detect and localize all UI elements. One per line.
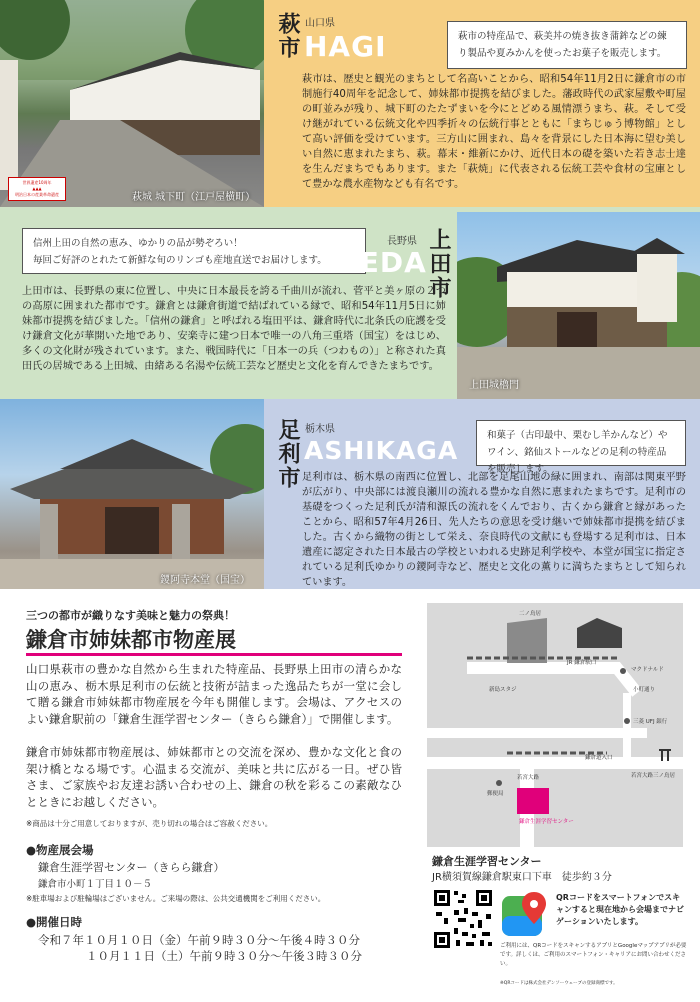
event-title: 鎌倉市姉妹都市物産展 — [26, 628, 236, 652]
ueda-photo — [457, 212, 700, 399]
ueda-prefecture: 長野県 — [387, 236, 417, 247]
map-label-starbucks: 新島スタジ — [489, 687, 517, 693]
hagi-townscape-image — [0, 0, 264, 207]
map-label-wakamiya: 若宮大路 — [517, 775, 540, 781]
ueda-photo-caption: 上田城櫓門 — [469, 380, 519, 391]
hagi-title: 萩市 — [275, 12, 301, 60]
venue-heading: ●物産展会場 — [26, 843, 94, 857]
ueda-roman-title: UEDA — [336, 246, 427, 279]
qr-instruction: QRコードをスマートフォンでスキャンすると現在地から会場までナビゲーションいたします。 — [556, 893, 684, 926]
map-label-yuubin: 郵便局 — [487, 791, 504, 797]
ashikaga-callout: 和菓子（古印最中、栗むし羊かんなど）やワイン、銘仙ストールなどの足利の特産品を販売します。 — [476, 420, 686, 466]
ueda-title: 上田市 — [426, 228, 452, 300]
hagi-photo-caption: 萩城 城下町（江戸屋横町） — [132, 192, 256, 203]
hagi-description: 萩市は、歴史と観光のまちとして名高いことから、昭和54年11月2日に鎌倉市の市制施行40周年を記念して、姉妹都市提携を結びました。藩政時代の武家屋敷や町屋の町並みが残り、城下町のたたずまいを今にとどめる風情漂うまち、萩。そして受け継がれている伝統文化や四季折々の伝統行事とともに「まちじゅう博物館」として高い評価を受けています。三方山に囲まれ、島々を背景にした日本海に望む美しい自然に恵まれたまち、萩。幕末・維新にかけ、近代日本の礎を築いた若き志士達を生んだまちでもあります。また「萩焼」に代表される伝統工芸や食材の宝庫として豊かな農水産物なども有名です。 — [302, 74, 686, 190]
date-line-2: １０月１１日（土）午前９時３０分～午後３時３０分 — [86, 949, 362, 963]
ueda-castle-image — [457, 212, 700, 399]
google-maps-icon[interactable] — [500, 888, 550, 938]
event-tagline: 三つの都市が織りなす美味と魅力の祭典！ — [26, 609, 235, 622]
date-heading: ●開催日時 — [26, 915, 83, 929]
ashikaga-title: 足利市 — [275, 418, 301, 490]
map-label-ufj: 三菱 UFJ 銀行 — [633, 719, 668, 725]
qr-trademark-note: ※QRコードは株式会社デンソーウェーブの登録商標です。 — [500, 981, 618, 986]
ashikaga-temple-image — [0, 399, 264, 589]
qr-code-graphic — [432, 888, 494, 950]
hagi-callout: 萩市の特産品で、萩美丼の焼き抜き蒲鉾などの練り製品や夏みかんを使ったお菓子を販売します。 — [447, 21, 687, 69]
map-venue-name: 鎌倉生涯学習センター — [432, 855, 542, 868]
event-intro-para1: 山口県萩市の豊かな自然から生まれた特産品、長野県上田市の清らかな山の恵み、栃木県足利市の伝統と技術が詰まった逸品たちが一堂に会して贈る鎌倉市姉妹都市物産展を今年も開催します。会場は、アクセスのよい鎌倉駅前の「鎌倉生涯学習センター（きらら鎌倉）」で開催します。 — [26, 662, 402, 726]
map-roads — [427, 603, 683, 847]
hagi-roman-title: HAGI — [304, 30, 387, 63]
venue-parking-note: ※駐車場および駐輪場はございません。ご来場の際は、公共交通機関をご利用ください。 — [26, 894, 326, 903]
hagi-photo — [0, 0, 264, 207]
map-label-kamakura-kaido: 鎌倉道入口 — [585, 755, 613, 761]
qr-note: ご利用には、QRコードをスキャンするアプリとGoogleマップアプリが必要です。詳しくは、ご利用のスマートフォン・キャリアにお問い合わせください。 — [500, 943, 687, 967]
ueda-callout: 信州上田の自然の恵み、ゆかりの品が勢ぞろい！ 毎回ご好評のとれたて新鮮な旬のリンゴも産地直送でお届けします。 — [22, 228, 366, 274]
event-title-underline — [26, 653, 402, 656]
map-label-komachi: 小町通り — [633, 687, 656, 693]
map-label-station: JR 鎌倉駅口 — [567, 660, 597, 666]
ueda-description: 上田市は、長野県の東に位置し、中央に日本最長を誇る千曲川が流れ、菅平と美ヶ原の２つの高原に囲まれた都市です。鎌倉とは鎌倉街道で結ばれている縁で、昭和54年11月5日に姉妹都市提携を結びました。「信州の鎌倉」と呼ばれる塩田平は、鎌倉時代に北条氏の庇護を受け鎌倉文化が華開いた地であり、安楽寺に建つ日本で唯一の八角三重塔（国宝）をはじめ、多くの文化財が残されています。また、戦国時代に「日本一の兵（つわもの）」と称された真田氏の居城である上田城、由緒ある名湯や伝統工芸など歴史と文化を育んできたまちです。 — [22, 286, 446, 372]
ashikaga-prefecture: 栃木県 — [305, 424, 335, 435]
qr-code[interactable] — [432, 888, 494, 950]
venue-name: 鎌倉生涯学習センター（きらら鎌倉） — [38, 861, 225, 874]
map-label-mcd: マクドナルド — [631, 667, 664, 673]
ashikaga-photo — [0, 399, 264, 589]
map-access: JR横須賀線鎌倉駅東口下車 徒歩約３分 — [432, 872, 612, 883]
ashikaga-photo-caption: 鑁阿寺本堂（国宝） — [160, 575, 250, 586]
venue-address: 鎌倉市小町１丁目１０－５ — [38, 879, 153, 890]
hagi-heritage-badge: 世界遺産10周年 ▲▲▲ 明治日本の産業革命遺産 — [8, 177, 66, 201]
map-label-kirara: 鎌倉生涯学習センター — [519, 819, 574, 825]
ashikaga-roman-title: ASHIKAGA — [304, 436, 459, 465]
event-stock-note: ※商品は十分ご用意しておりますが、売り切れの場合はご容赦ください。 — [26, 819, 273, 828]
date-line-1: 令和７年１０月１０日（金）午前９時３０分～午後４時３０分 — [38, 933, 360, 947]
hagi-prefecture: 山口県 — [305, 18, 335, 29]
access-map — [427, 603, 683, 847]
map-label-torii: 若宮大路三ノ鳥居 — [631, 773, 676, 779]
map-pin-icon — [500, 888, 550, 938]
ashikaga-description: 足利市は、栃木県の南西に位置し、北部を足尾山地の緑に囲まれ、南部は関東平野が広がり、中央部には渡良瀬川の流れる豊かな自然に恵まれたまちです。足利市の基礎をつくった足利氏が清和源氏の流れをくんでおり、古くから鎌倉と縁があったことから、昭和57年4月26日、先人たちの意思を受け継いで姉妹都市提携を結びました。古くから織物の街として栄え、奈良時代の文献にも登場する足利市は、日本遺産に認定された日本最古の学校といわれる史跡足利学校や、本堂が国宝に指定されている足利氏ゆかりの鑁阿寺など、歴史と文化の薫りに満ちたまちとして知られています。 — [302, 472, 686, 588]
event-intro-para2: 鎌倉市姉妹都市物産展は、姉妹都市との交流を深め、豊かな文化と食の架け橋となる場です。心温まる交流が、美味と共に広がる一日。ぜひ皆さま、ご家族やお友達お誘い合わせの上、鎌倉の秋を彩るこの素敵なひとときにお越しください。 — [26, 745, 402, 809]
map-label-ninoshita: 二ノ鳥居 — [519, 611, 542, 617]
